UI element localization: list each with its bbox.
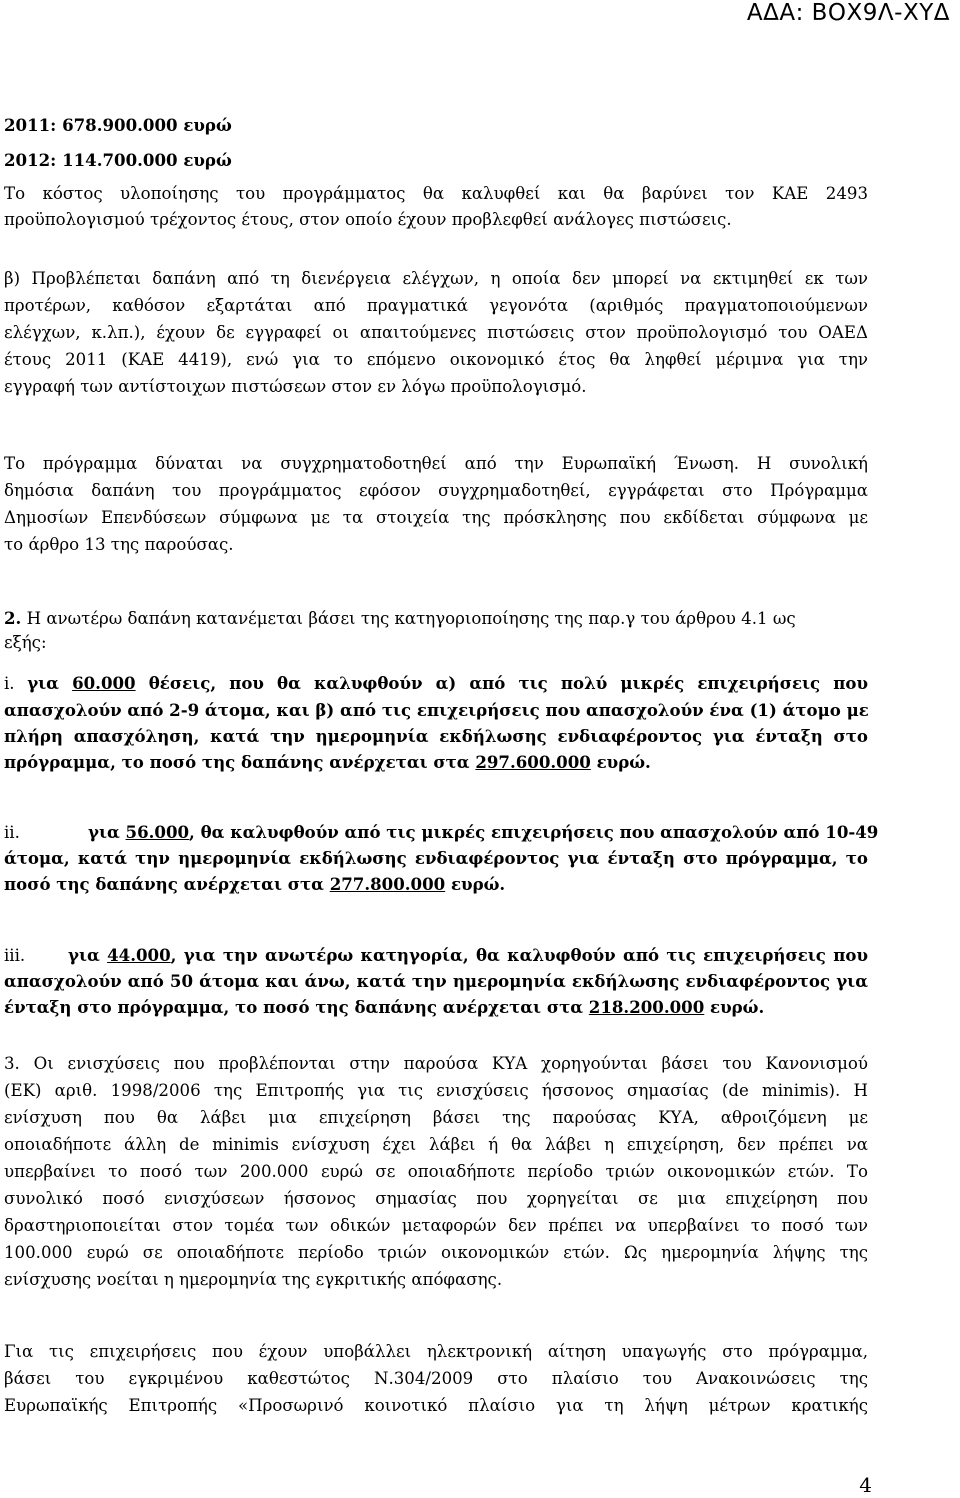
item-iii-line: ένταξη στο πρόγραμμα, το ποσό της δαπάνης ανέρχεται στα 218.200.000 ευρώ. <box>4 997 765 1017</box>
p4-line: οποιαδήποτε άλλη de minimis ενίσχυση έχει λάβει ή θα λάβει η επιχείρηση, δεν πρέπει να <box>4 1135 868 1154</box>
p4-line: 100.000 ευρώ σε οποιαδήποτε περίοδο τριών οικονομικών ετών. Ως ημερομηνία λήψης της <box>4 1243 868 1262</box>
p3-line: Δημοσίων Επενδύσεων σύμφωνα με τα στοιχεία της πρόσκλησης που εκδίδεται σύμφωνα με <box>4 508 868 527</box>
p2-line: β) Προβλέπεται δαπάνη από τη διενέργεια ελέγχων, η οποία δεν μπορεί να εκτιμηθεί εκ των <box>4 269 868 288</box>
p5-line: Ευρωπαϊκής Επιτροπής «Προσωρινό κοινοτικό πλαίσιο για τη λήψη μέτρων κρατικής <box>4 1396 868 1415</box>
amount-i: 297.600.000 <box>475 752 591 772</box>
p4-line: ενίσχυση που θα λάβει μια επιχείρηση βάσει της παρούσας ΚΥΑ, αθροιζόμενη με <box>4 1108 868 1127</box>
section-2-number: 2. <box>4 608 22 628</box>
amount-iii: 218.200.000 <box>588 997 705 1017</box>
section-2-line: εξής: <box>4 633 47 652</box>
item-iii-line: iii. για 44.000, για την ανωτέρω κατηγορία, θα καλυφθούν από τις επιχειρήσεις που <box>4 945 869 965</box>
p1-line: προϋπολογισμού τρέχοντος έτους, στον οποίο έχουν προβλεφθεί ανάλογες πιστώσεις. <box>4 210 732 229</box>
amount-ii: 277.800.000 <box>329 874 446 894</box>
ada-code: ΑΔΑ: ΒΟΧ9Λ-ΧΥΔ <box>746 0 950 26</box>
item-ii-prefix: ii. <box>4 823 20 842</box>
item-ii-line: άτομα, κατά την ημερομηνία εκδήλωσης ενδιαφέροντος για ένταξη στο πρόγραμμα, το <box>4 848 868 868</box>
p3-line: δημόσια δαπάνη του προγράμματος εφόσον συγχρημαδοτηθεί, εγγράφεται στο Πρόγραμμα <box>4 481 868 500</box>
p4-line: υπερβαίνει το ποσό των 200.000 ευρώ σε οποιαδήποτε περίοδο τριών οικονομικών ετών. Το <box>4 1162 868 1181</box>
cost-2012: 2012: 114.700.000 ευρώ <box>4 150 232 170</box>
item-i-line: απασχολούν από 2-9 άτομα, και β) από τις επιχειρήσεις που απασχολούν ένα (1) άτομο με <box>4 700 869 720</box>
item-iii-prefix: iii. <box>4 946 26 965</box>
p4-line: 3. Οι ενισχύσεις που προβλέπονται στην παρούσα ΚΥΑ χορηγούνται βάσει του Κανονισμού <box>4 1054 868 1073</box>
p4-line: δραστηριοποιείται στον τομέα των οδικών μεταφορών δεν πρέπει να υπερβαίνει το ποσό των <box>4 1216 868 1235</box>
p5-line: βάσει του εγκριμένου καθεστώτος Ν.304/2009 στο πλαίσιο του Ανακοινώσεις της <box>4 1369 868 1388</box>
item-i-line: πρόγραμμα, το ποσό της δαπάνης ανέρχεται στα 297.600.000 ευρώ. <box>4 752 651 772</box>
cost-2011: 2011: 678.900.000 ευρώ <box>4 115 232 135</box>
p2-line: προτέρων, καθόσον εξαρτάται από πραγματικά γεγονότα (αριθμός πραγματοποιούμενων <box>4 296 868 315</box>
item-i-prefix: i. <box>4 674 28 693</box>
item-iii-line: απασχολούν από 50 άτομα και άνω, κατά την ημερομηνία εκδήλωσης ενδιαφέροντος για <box>4 971 868 991</box>
p3-line: Το πρόγραμμα δύναται να συγχρηματοδοτηθεί από την Ευρωπαϊκή Ένωση. Η συνολική <box>4 454 868 473</box>
item-i-line: i. για 60.000 θέσεις, που θα καλυφθούν α) από τις πολύ μικρές επιχειρήσεις που <box>4 673 869 693</box>
p4-line: συνολικό ποσό ενισχύσεων ήσσονος σημασίας που χορηγείται σε μια επιχείρηση που <box>4 1189 868 1208</box>
p2-line: ελέγχων, κ.λπ.), έχουν δε εγγραφεί οι απαιτούμενες πιστώσεις στον προϋπολογισμό του ΟΑΕΔ <box>4 323 868 342</box>
item-ii-line: ποσό της δαπάνης ανέρχεται στα 277.800.000 ευρώ. <box>4 874 506 894</box>
p4-line: (ΕΚ) αριθ. 1998/2006 της Επιτροπής για τις ενισχύσεις ήσσονος σημασίας (de minimis). Η <box>4 1081 868 1100</box>
p1-line: Το κόστος υλοποίησης του προγράμματος θα καλυφθεί και θα βαρύνει τον ΚΑΕ 2493 <box>4 184 868 203</box>
item-i-line: πλήρη απασχόληση, κατά την ημερομηνία εκδήλωσης ενδιαφέροντος για ένταξη στο <box>4 726 868 746</box>
section-2-line: 2. Η ανωτέρω δαπάνη κατανέμεται βάσει της κατηγοριοποίησης της παρ.γ του άρθρου 4.1 ως <box>4 608 796 628</box>
item-ii-line: ii. για 56.000, θα καλυφθούν από τις μικρές επιχειρήσεις που απασχολούν από 10-49 <box>4 822 879 842</box>
p2-line: έτους 2011 (ΚΑΕ 4419), ενώ για το επόμενο οικονομικό έτος θα ληφθεί μέριμνα για την <box>4 350 868 369</box>
p3-line: το άρθρο 13 της παρούσας. <box>4 535 234 554</box>
p4-line: ενίσχυσης νοείται η ημερομηνία της εγκριτικής απόφασης. <box>4 1270 503 1289</box>
page-number: 4 <box>859 1473 872 1497</box>
p2-line: εγγραφή των αντίστοιχων πιστώσεων στον εν λόγω προϋπολογισμό. <box>4 377 587 396</box>
p5-line: Για τις επιχειρήσεις που έχουν υποβάλλει ηλεκτρονική αίτηση υπαγωγής στο πρόγραμμα, <box>4 1342 868 1361</box>
